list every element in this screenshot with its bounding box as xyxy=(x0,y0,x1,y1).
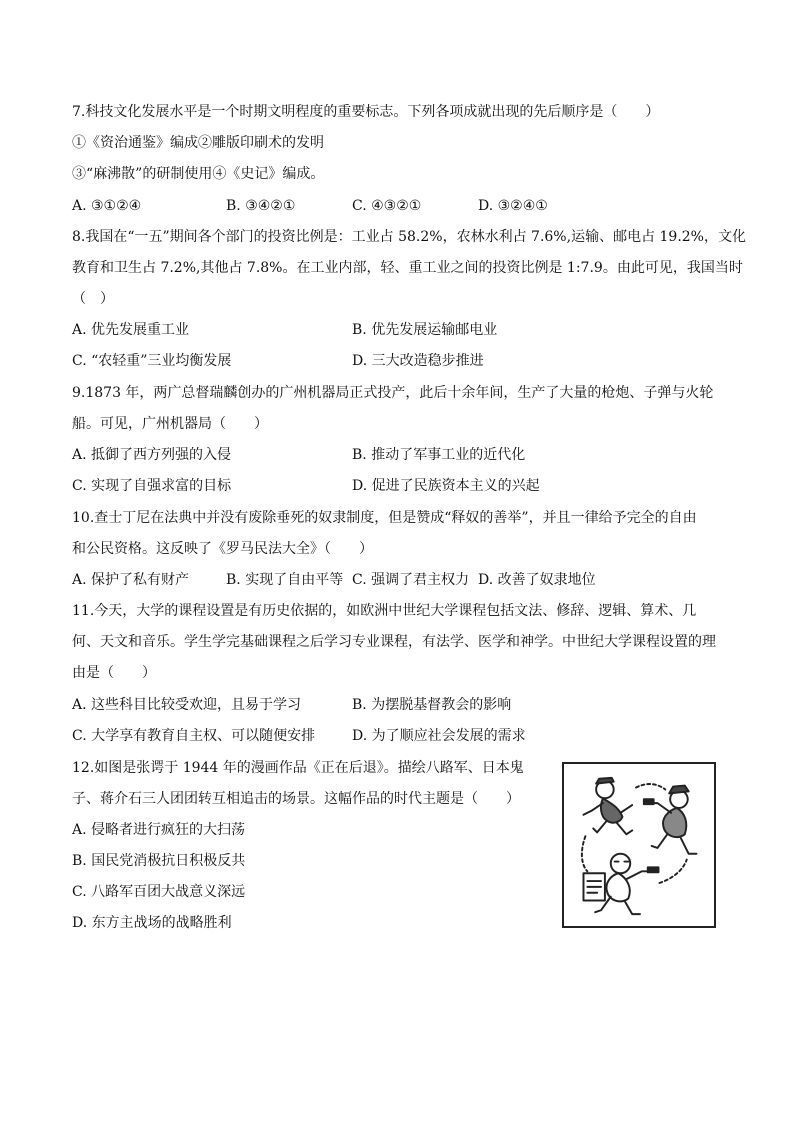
q8-option-d: D. 三大改造稳步推进 xyxy=(352,353,484,369)
q10-option-c: C. 强调了君主权力 xyxy=(352,572,470,588)
q9-line1: 9.1873 年，两广总督瑞麟创办的广州机器局正式投产，此后十余年间，生产了大量的枪炮、子弹与火轮 xyxy=(72,385,714,401)
q7-line3: ③“麻沸散”的研制使用④《史记》编成。 xyxy=(72,166,325,182)
q9-option-b: B. 推动了军事工业的近代化 xyxy=(352,447,526,463)
q11-option-c: C. 大学享有教育自主权、可以随便安排 xyxy=(72,728,316,744)
q11-line3: 由是（ ） xyxy=(72,665,156,681)
q11-option-a: A. 这些科目比较受欢迎，且易于学习 xyxy=(72,697,302,713)
q12-option-b: B. 国民党消极抗日积极反共 xyxy=(72,853,246,869)
q8-line1: 8.我国在“一五”期间各个部门的投资比例是：工业占 58.2%，农林水利占 7.6%,运输、邮电占 19.2%，文化 xyxy=(72,229,746,245)
q7-option-b: B. ③④②① xyxy=(226,198,296,214)
q8-option-c: C. “农轻重”三业均衡发展 xyxy=(72,353,232,369)
q7-line2: ①《资治通鉴》编成②雕版印刷术的发明 xyxy=(72,135,324,151)
q12-option-c: C. 八路军百团大战意义深远 xyxy=(72,884,246,900)
q7-stem: 7.科技文化发展水平是一个时期文明程度的重要标志。下列各项成就出现的先后顺序是（ ） xyxy=(72,104,660,120)
q10-line2: 和公民资格。这反映了《罗马民法大全》（ ） xyxy=(72,541,373,557)
q7-option-a: A. ③①②④ xyxy=(72,198,142,214)
q7-option-c: C. ④③②① xyxy=(352,198,422,214)
q12-line2: 子、蒋介石三人团团转互相追击的场景。这幅作品的时代主题是（ ） xyxy=(72,791,520,807)
q10-line1: 10.查士丁尼在法典中并没有废除垂死的奴隶制度，但是赞成“释奴的善举”，并且一律给予完全的自由 xyxy=(72,510,697,526)
q11-option-d: D. 为了顺应社会发展的需求 xyxy=(352,728,526,744)
q8-option-a: A. 优先发展重工业 xyxy=(72,322,190,338)
q10-option-a: A. 保护了私有财产 xyxy=(72,572,190,588)
q8-line2: 教育和卫生占 7.2%,其他占 7.8%。在工业内部，轻、重工业之间的投资比例是 1:7.9。由此可见，我国当时 xyxy=(72,260,743,276)
q9-option-d: D. 促进了民族资本主义的兴起 xyxy=(352,478,540,494)
q12-option-d: D. 东方主战场的战略胜利 xyxy=(72,915,232,931)
q8-option-b: B. 优先发展运输邮电业 xyxy=(352,322,498,338)
q10-option-d: D. 改善了奴隶地位 xyxy=(478,572,596,588)
cartoon-illustration xyxy=(562,762,716,928)
q11-line1: 11.今天，大学的课程设置是有历史依据的，如欧洲中世纪大学课程包括文法、修辞、逻辑、算术、几 xyxy=(72,603,697,619)
q11-option-b: B. 为摆脱基督教会的影响 xyxy=(352,697,512,713)
q9-option-a: A. 抵御了西方列强的入侵 xyxy=(72,447,232,463)
q10-option-b: B. 实现了自由平等 xyxy=(226,572,344,588)
q7-option-d: D. ③②④① xyxy=(478,198,548,214)
q12-option-a: A. 侵略者进行疯狂的大扫荡 xyxy=(72,822,246,838)
q9-line2: 船。可见，广州机器局（ ） xyxy=(72,416,268,432)
q12-line1: 12.如图是张谔于 1944 年的漫画作品《正在后退》。描绘八路军、日本鬼 xyxy=(72,760,524,776)
q8-line3: （ ） xyxy=(72,291,114,307)
q9-option-c: C. 实现了自强求富的目标 xyxy=(72,478,232,494)
q11-line2: 何、天文和音乐。学生学完基础课程之后学习专业课程，有法学、医学和神学。中世纪大学课程设置的理 xyxy=(72,634,716,650)
cartoon-drawing xyxy=(564,764,714,926)
